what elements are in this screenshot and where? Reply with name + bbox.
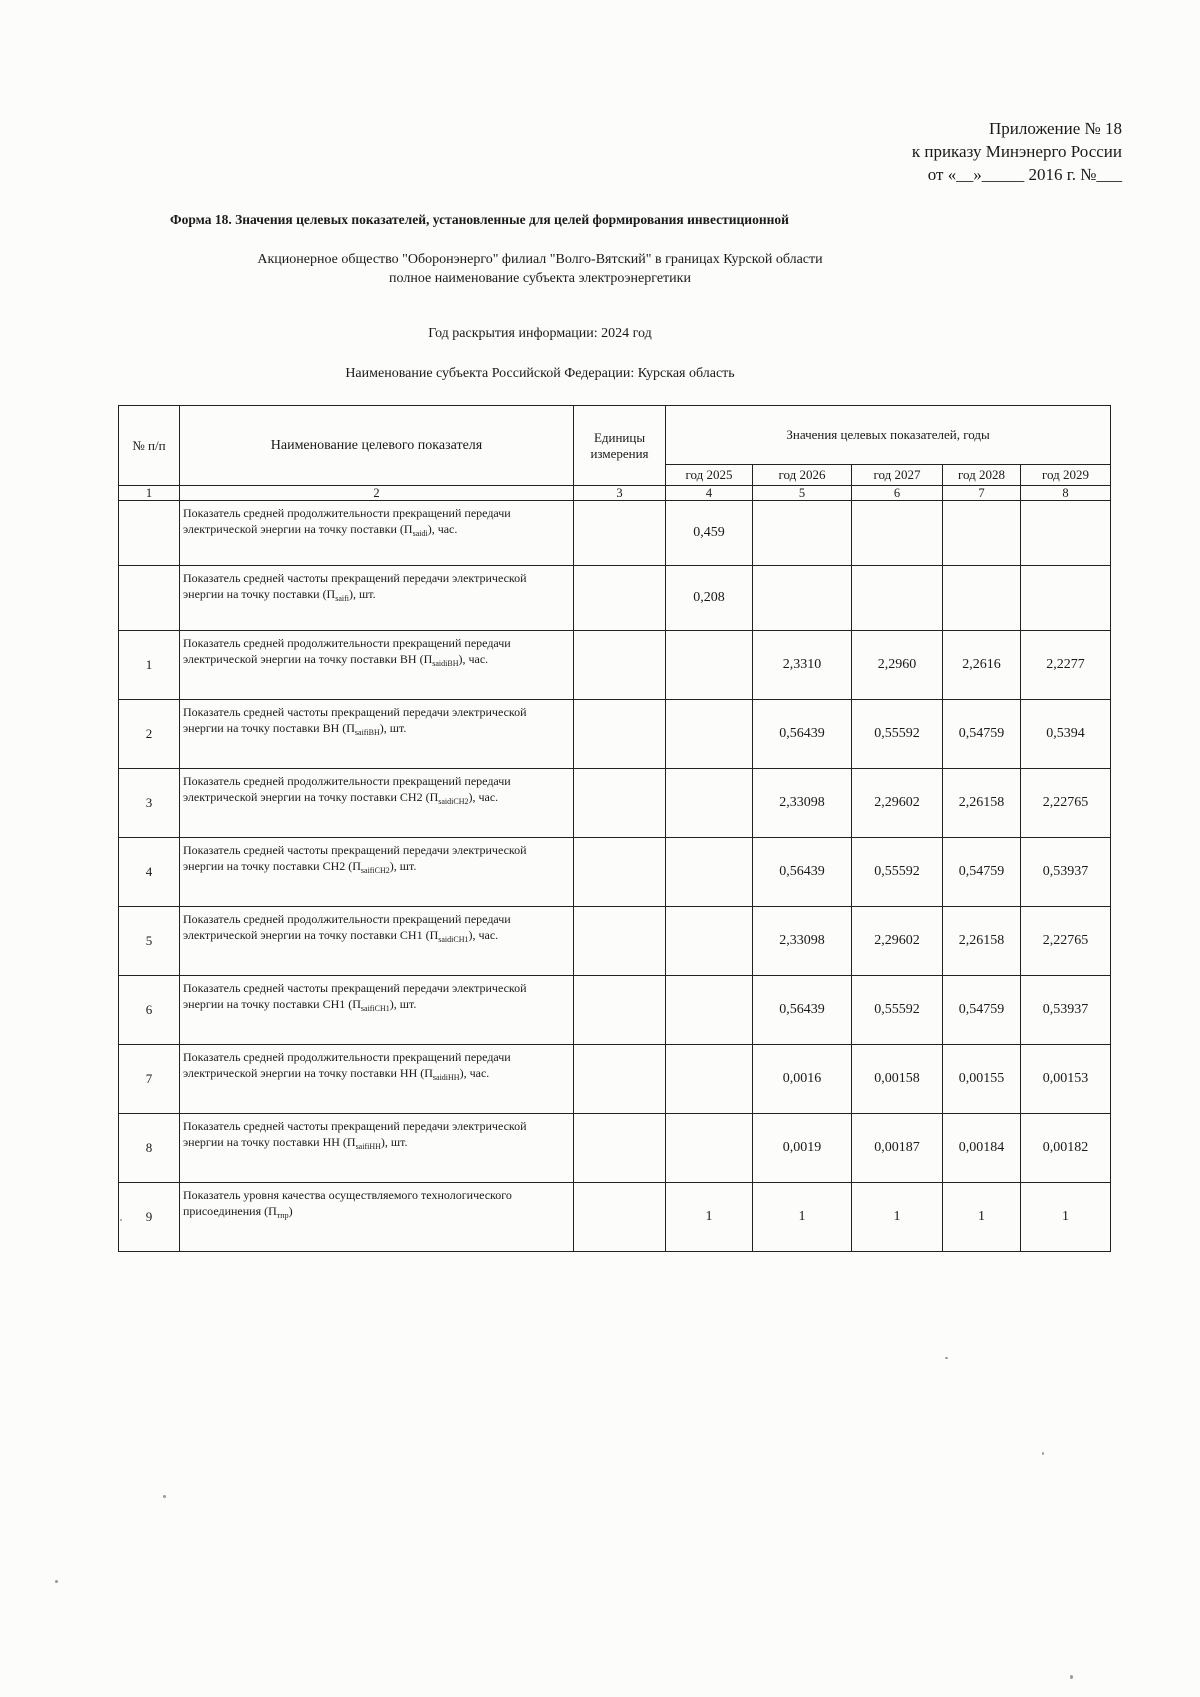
row-number xyxy=(119,501,180,566)
indicator-name-text: Показатель средней продолжительности прекращений передачи электрической энергии на точку поставки ВН (П xyxy=(183,636,511,666)
value-cell: 0,00182 xyxy=(1021,1114,1111,1183)
indicator-name xyxy=(180,976,574,1045)
scan-speck xyxy=(163,1495,166,1498)
header-year: год 2027 xyxy=(852,465,943,486)
value-cell: 0,00184 xyxy=(943,1114,1021,1183)
indicator-subscript: тпр xyxy=(276,1211,289,1220)
disclosure-year: Год раскрытия информации: 2024 год xyxy=(428,326,652,341)
indicator-subscript: saifiВН xyxy=(354,728,380,737)
indicator-name-text: Показатель уровня качества осуществляемого технологического присоединения (П xyxy=(183,1188,512,1218)
indicator-name xyxy=(180,700,574,769)
row-number: 6 xyxy=(119,976,180,1045)
indicator-subscript: saifiСН1 xyxy=(360,1004,390,1013)
column-number: 2 xyxy=(180,486,574,501)
value-cell: 2,29602 xyxy=(852,769,943,838)
table-row xyxy=(119,1183,1111,1252)
value-cell xyxy=(666,838,753,907)
unit-cell xyxy=(574,907,666,976)
value-cell: 1 xyxy=(666,1183,753,1252)
indicator-subscript: saidiСН2 xyxy=(438,797,469,806)
indicator-name-text: Показатель средней продолжительности прекращений передачи электрической энергии на точку поставки НН (П xyxy=(183,1050,511,1080)
indicator-name xyxy=(180,631,574,700)
unit-cell xyxy=(574,700,666,769)
row-number: 5 xyxy=(119,907,180,976)
indicator-name-text: Показатель средней продолжительности прекращений передачи электрической энергии на точку поставки (П xyxy=(183,506,511,536)
column-number: 6 xyxy=(852,486,943,501)
value-cell: 2,29602 xyxy=(852,907,943,976)
value-cell: 2,22765 xyxy=(1021,769,1111,838)
unit-cell xyxy=(574,1045,666,1114)
value-cell xyxy=(1021,566,1111,631)
unit-cell xyxy=(574,1114,666,1183)
column-number: 1 xyxy=(119,486,180,501)
header-year: год 2029 xyxy=(1021,465,1111,486)
value-cell xyxy=(666,1114,753,1183)
form-title: Форма 18. Значения целевых показателей, установленные для целей формирования инвестиционной xyxy=(170,212,789,227)
target-indicators-table xyxy=(118,405,1111,1252)
indicator-subscript: saidiВН xyxy=(432,659,459,668)
value-cell: 0,53937 xyxy=(1021,838,1111,907)
row-number: 3 xyxy=(119,769,180,838)
row-number: 4 xyxy=(119,838,180,907)
indicator-name xyxy=(180,838,574,907)
unit-cell xyxy=(574,769,666,838)
indicator-name-text: Показатель средней продолжительности прекращений передачи электрической энергии на точку поставки СН2 (П xyxy=(183,774,511,804)
indicator-name xyxy=(180,1114,574,1183)
column-number: 7 xyxy=(943,486,1021,501)
value-cell: 0,56439 xyxy=(753,700,852,769)
indicator-subscript: saidi xyxy=(412,529,428,538)
annex-header xyxy=(762,117,1122,186)
indicator-name xyxy=(180,501,574,566)
value-cell: 2,3310 xyxy=(753,631,852,700)
table-row xyxy=(119,700,1111,769)
header-year: год 2025 xyxy=(666,465,753,486)
table-row xyxy=(119,907,1111,976)
annex-order: к приказу Минэнерго России xyxy=(911,142,1122,161)
indicator-name xyxy=(180,1045,574,1114)
column-number: 3 xyxy=(574,486,666,501)
value-cell: 2,2616 xyxy=(943,631,1021,700)
indicator-name-tail: ), шт. xyxy=(349,587,376,601)
value-cell: 0,56439 xyxy=(753,976,852,1045)
unit-cell xyxy=(574,976,666,1045)
value-cell: 2,33098 xyxy=(753,907,852,976)
unit-cell xyxy=(574,631,666,700)
value-cell: 0,459 xyxy=(666,501,753,566)
unit-cell xyxy=(574,566,666,631)
value-cell: 0,208 xyxy=(666,566,753,631)
unit-cell xyxy=(574,838,666,907)
indicator-subscript: saifiНН xyxy=(355,1142,381,1151)
scan-speck xyxy=(1042,1452,1044,1455)
indicator-name-tail: ), час. xyxy=(468,790,499,804)
unit-cell xyxy=(574,1183,666,1252)
value-cell: 0,53937 xyxy=(1021,976,1111,1045)
row-number: 1 xyxy=(119,631,180,700)
row-number: 2 xyxy=(119,700,180,769)
organization-name: Акционерное общество "Оборонэнерго" филиал "Волго-Вятский" в границах Курской области xyxy=(257,252,823,267)
annex-number: Приложение № 18 xyxy=(989,119,1122,138)
indicator-name-tail: ), шт. xyxy=(389,997,417,1011)
header-year: год 2028 xyxy=(943,465,1021,486)
value-cell xyxy=(1021,501,1111,566)
value-cell: 0,55592 xyxy=(852,976,943,1045)
value-cell xyxy=(666,631,753,700)
value-cell xyxy=(943,501,1021,566)
table-row xyxy=(119,1114,1111,1183)
indicator-name-text: Показатель средней частоты прекращений передачи электрической энергии на точку поставки ВН (П xyxy=(183,705,527,735)
value-cell: 0,00158 xyxy=(852,1045,943,1114)
value-cell xyxy=(753,566,852,631)
value-cell: 1 xyxy=(753,1183,852,1252)
indicator-name-text: Показатель средней частоты прекращений передачи электрической энергии на точку поставки (П xyxy=(183,571,527,601)
scan-speck xyxy=(1070,1675,1073,1679)
table-row xyxy=(119,769,1111,838)
value-cell: 0,56439 xyxy=(753,838,852,907)
indicator-name-tail: ), час. xyxy=(468,928,499,942)
column-numbers-row xyxy=(119,486,1111,501)
value-cell xyxy=(943,566,1021,631)
value-cell: 1 xyxy=(1021,1183,1111,1252)
value-cell xyxy=(666,700,753,769)
table-row xyxy=(119,1045,1111,1114)
value-cell: 0,0016 xyxy=(753,1045,852,1114)
table-body xyxy=(119,406,1111,1252)
scan-speck xyxy=(55,1580,58,1583)
header-row xyxy=(119,406,1111,465)
value-cell: 0,5394 xyxy=(1021,700,1111,769)
indicator-subscript: saidiНН xyxy=(432,1073,460,1082)
value-cell: 2,2960 xyxy=(852,631,943,700)
indicator-name xyxy=(180,769,574,838)
value-cell: 2,33098 xyxy=(753,769,852,838)
indicator-name-tail: ), шт. xyxy=(380,1135,408,1149)
header-name: Наименование целевого показателя xyxy=(180,406,574,486)
indicator-name xyxy=(180,907,574,976)
unit-cell xyxy=(574,501,666,566)
value-cell: 0,54759 xyxy=(943,700,1021,769)
value-cell: 2,2277 xyxy=(1021,631,1111,700)
value-cell xyxy=(666,769,753,838)
value-cell xyxy=(852,566,943,631)
row-number: 8 xyxy=(119,1114,180,1183)
value-cell: 0,0019 xyxy=(753,1114,852,1183)
value-cell: 2,26158 xyxy=(943,907,1021,976)
value-cell xyxy=(666,907,753,976)
scan-speck xyxy=(945,1357,948,1359)
indicator-name-text: Показатель средней частоты прекращений передачи электрической энергии на точку поставки НН (П xyxy=(183,1119,527,1149)
value-cell xyxy=(753,501,852,566)
header-num: № п/п xyxy=(119,406,180,486)
column-number: 8 xyxy=(1021,486,1111,501)
organization-caption: полное наименование субъекта электроэнергетики xyxy=(389,271,691,286)
region-name: Наименование субъекта Российской Федерации: Курская область xyxy=(345,366,735,381)
indicator-name xyxy=(180,566,574,631)
value-cell: 0,55592 xyxy=(852,700,943,769)
indicator-name-text: Показатель средней продолжительности прекращений передачи электрической энергии на точку поставки СН1 (П xyxy=(183,912,511,942)
value-cell: 0,54759 xyxy=(943,976,1021,1045)
value-cell: 0,55592 xyxy=(852,838,943,907)
indicator-name-tail: ), шт. xyxy=(379,721,407,735)
value-cell: 0,00155 xyxy=(943,1045,1021,1114)
indicator-name-tail: ), час. xyxy=(427,522,458,536)
table-row xyxy=(119,501,1111,566)
indicator-name-tail: ) xyxy=(288,1204,293,1218)
scan-speck xyxy=(120,1219,122,1221)
value-cell: 2,26158 xyxy=(943,769,1021,838)
indicator-name-tail: ), шт. xyxy=(389,859,417,873)
column-number: 5 xyxy=(753,486,852,501)
column-number: 4 xyxy=(666,486,753,501)
value-cell xyxy=(852,501,943,566)
row-number: 7 xyxy=(119,1045,180,1114)
indicator-subscript: saidiСН1 xyxy=(438,935,469,944)
indicator-name xyxy=(180,1183,574,1252)
indicator-name-tail: ), час. xyxy=(458,652,489,666)
value-cell: 1 xyxy=(852,1183,943,1252)
value-cell xyxy=(666,976,753,1045)
row-number: 9 xyxy=(119,1183,180,1252)
header-unit: Единицы измерения xyxy=(574,406,666,486)
header-year: год 2026 xyxy=(753,465,852,486)
indicator-name-text: Показатель средней частоты прекращений передачи электрической энергии на точку поставки СН2 (П xyxy=(183,843,527,873)
table-row xyxy=(119,976,1111,1045)
value-cell: 0,00153 xyxy=(1021,1045,1111,1114)
table-row xyxy=(119,838,1111,907)
table-row xyxy=(119,566,1111,631)
value-cell xyxy=(666,1045,753,1114)
indicator-subscript: saifiСН2 xyxy=(360,866,390,875)
indicator-subscript: saifi xyxy=(335,594,350,603)
value-cell: 2,22765 xyxy=(1021,907,1111,976)
value-cell: 0,00187 xyxy=(852,1114,943,1183)
value-cell: 0,54759 xyxy=(943,838,1021,907)
table-row xyxy=(119,631,1111,700)
value-cell: 1 xyxy=(943,1183,1021,1252)
header-values-group: Значения целевых показателей, годы xyxy=(666,406,1111,465)
indicator-name-tail: ), час. xyxy=(459,1066,490,1080)
row-number xyxy=(119,566,180,631)
indicator-name-text: Показатель средней частоты прекращений передачи электрической энергии на точку поставки СН1 (П xyxy=(183,981,527,1011)
annex-date: от «__»_____ 2016 г. №___ xyxy=(927,165,1122,184)
